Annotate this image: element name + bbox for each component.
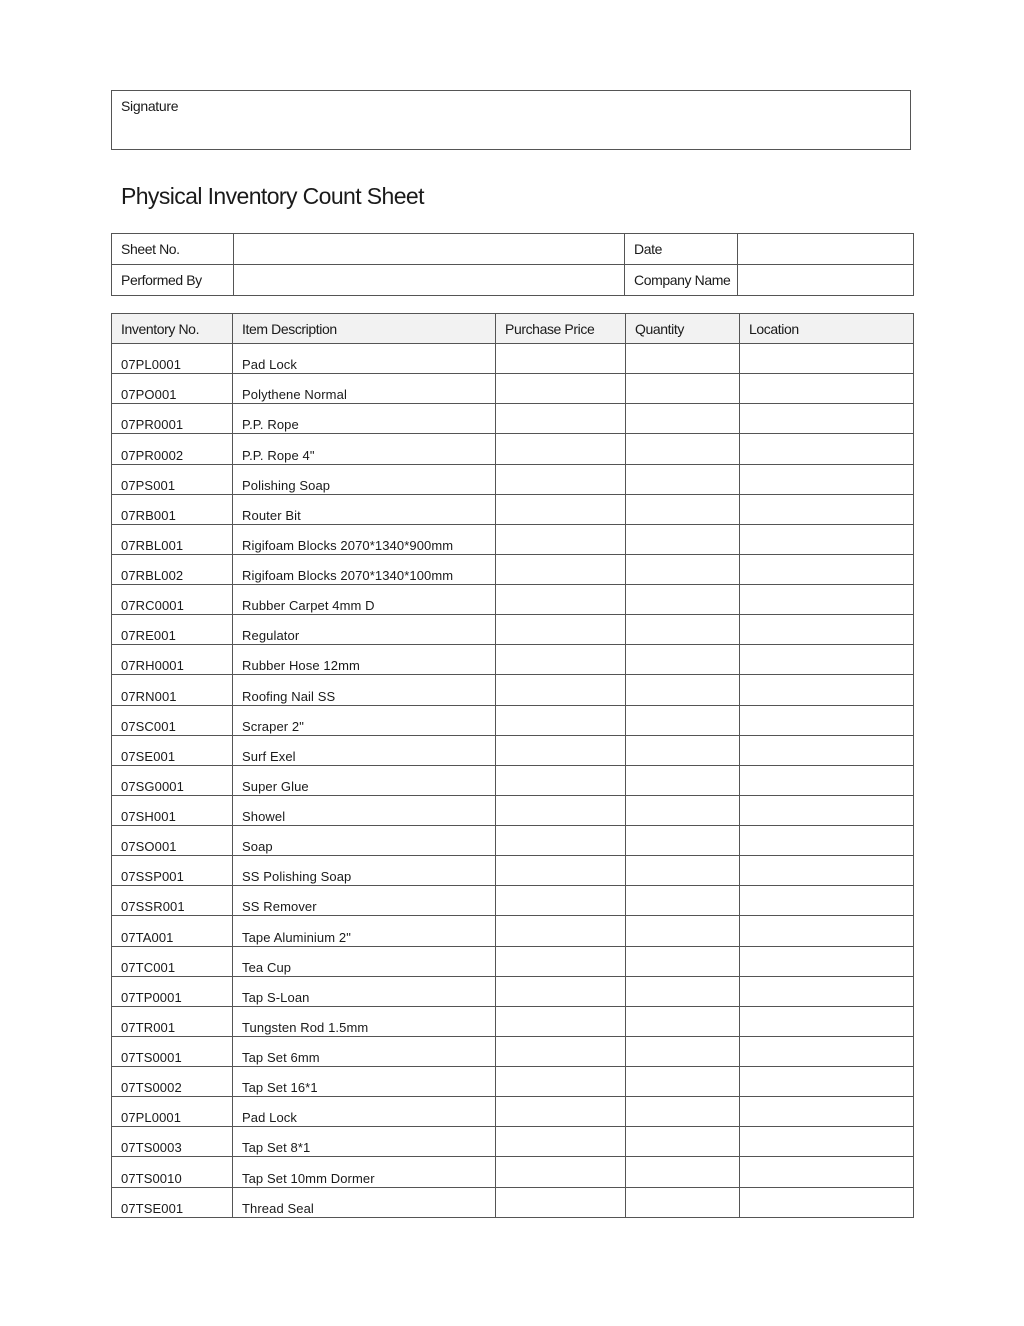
location-cell[interactable] [740,524,914,554]
item-description-cell: Rigifoam Blocks 2070*1340*100mm [233,554,496,584]
company-name-label: Company Name [625,265,738,296]
item-description-cell: Roofing Nail SS [233,675,496,705]
item-description-cell: Soap [233,826,496,856]
table-row [112,1006,914,1036]
purchase-price-cell[interactable] [496,404,626,434]
table-row [112,645,914,675]
inventory-no-cell: 07SG0001 [112,765,233,795]
inventory-no-cell: 07TA001 [112,916,233,946]
quantity-cell[interactable] [626,765,740,795]
item-description-cell: Showel [233,795,496,825]
purchase-price-cell[interactable] [496,765,626,795]
item-description-cell: Rigifoam Blocks 2070*1340*900mm [233,524,496,554]
purchase-price-cell[interactable] [496,795,626,825]
quantity-cell[interactable] [626,464,740,494]
location-cell[interactable] [740,765,914,795]
table-row [112,946,914,976]
inventory-header-row [112,314,914,344]
location-cell[interactable] [740,434,914,464]
location-cell[interactable] [740,1067,914,1097]
sheet-info-row [112,234,914,265]
quantity-cell[interactable] [626,434,740,464]
company-name-field[interactable] [738,265,914,296]
purchase-price-cell[interactable] [496,735,626,765]
quantity-cell[interactable] [626,524,740,554]
table-row [112,494,914,524]
inventory-no-cell: 07PL0001 [112,1097,233,1127]
inventory-body [112,344,914,1218]
location-cell[interactable] [740,615,914,645]
inventory-no-cell: 07TP0001 [112,976,233,1006]
purchase-price-cell[interactable] [496,494,626,524]
purchase-price-cell[interactable] [496,1036,626,1066]
item-description-cell: Tap Set 6mm [233,1036,496,1066]
purchase-price-cell[interactable] [496,344,626,374]
quantity-cell[interactable] [626,374,740,404]
item-description-cell: P.P. Rope 4" [233,434,496,464]
location-cell[interactable] [740,826,914,856]
quantity-cell[interactable] [626,1036,740,1066]
purchase-price-cell[interactable] [496,1006,626,1036]
item-description-cell: Polishing Soap [233,464,496,494]
item-description-cell: Tape Aluminium 2" [233,916,496,946]
item-description-cell: Surf Exel [233,735,496,765]
inventory-no-cell: 07PL0001 [112,344,233,374]
item-description-cell: Tap Set 10mm Dormer [233,1157,496,1187]
item-description-cell: Polythene Normal [233,374,496,404]
quantity-cell[interactable] [626,645,740,675]
item-description-cell: Pad Lock [233,1097,496,1127]
purchase-price-cell[interactable] [496,585,626,615]
table-row [112,735,914,765]
purchase-price-cell[interactable] [496,675,626,705]
table-row [112,374,914,404]
quantity-cell[interactable] [626,946,740,976]
performed-by-label: Performed By [112,265,234,296]
table-row [112,404,914,434]
inventory-no-cell: 07RBL002 [112,554,233,584]
quantity-cell[interactable] [626,494,740,524]
purchase-price-cell[interactable] [496,1097,626,1127]
location-cell[interactable] [740,554,914,584]
location-cell[interactable] [740,1187,914,1217]
inventory-no-cell: 07SSR001 [112,886,233,916]
inventory-no-cell: 07SC001 [112,705,233,735]
inventory-no-cell: 07PO001 [112,374,233,404]
header-purchase-price: Purchase Price [496,314,626,344]
inventory-table [111,313,914,1218]
purchase-price-cell[interactable] [496,524,626,554]
header-inventory-no: Inventory No. [112,314,233,344]
location-cell[interactable] [740,344,914,374]
sheet-info-row [112,265,914,296]
quantity-cell[interactable] [626,1097,740,1127]
inventory-no-cell: 07TS0003 [112,1127,233,1157]
quantity-cell[interactable] [626,795,740,825]
location-cell[interactable] [740,705,914,735]
location-cell[interactable] [740,886,914,916]
quantity-cell[interactable] [626,1187,740,1217]
inventory-no-cell: 07PS001 [112,464,233,494]
item-description-cell: Rubber Carpet 4mm D [233,585,496,615]
table-row [112,826,914,856]
quantity-cell[interactable] [626,705,740,735]
inventory-no-cell: 07RE001 [112,615,233,645]
inventory-no-cell: 07SSP001 [112,856,233,886]
location-cell[interactable] [740,494,914,524]
quantity-cell[interactable] [626,615,740,645]
location-cell[interactable] [740,735,914,765]
location-cell[interactable] [740,1157,914,1187]
table-row [112,1157,914,1187]
purchase-price-cell[interactable] [496,1127,626,1157]
item-description-cell: Router Bit [233,494,496,524]
inventory-no-cell: 07PR0001 [112,404,233,434]
purchase-price-cell[interactable] [496,434,626,464]
table-row [112,1036,914,1066]
location-cell[interactable] [740,645,914,675]
purchase-price-cell[interactable] [496,826,626,856]
inventory-no-cell: 07TS0001 [112,1036,233,1066]
location-cell[interactable] [740,795,914,825]
quantity-cell[interactable] [626,735,740,765]
table-row [112,1067,914,1097]
purchase-price-cell[interactable] [496,705,626,735]
purchase-price-cell[interactable] [496,1157,626,1187]
inventory-no-cell: 07TS0010 [112,1157,233,1187]
location-cell[interactable] [740,1006,914,1036]
location-cell[interactable] [740,856,914,886]
location-cell[interactable] [740,1127,914,1157]
location-cell[interactable] [740,1036,914,1066]
quantity-cell[interactable] [626,1127,740,1157]
location-cell[interactable] [740,585,914,615]
quantity-cell[interactable] [626,1006,740,1036]
header-location: Location [740,314,914,344]
inventory-no-cell: 07SE001 [112,735,233,765]
location-cell[interactable] [740,675,914,705]
item-description-cell: Rubber Hose 12mm [233,645,496,675]
header-quantity: Quantity [626,314,740,344]
quantity-cell[interactable] [626,916,740,946]
table-row [112,916,914,946]
table-row [112,1127,914,1157]
page-title: Physical Inventory Count Sheet [121,183,424,209]
table-row [112,615,914,645]
table-row [112,705,914,735]
quantity-cell[interactable] [626,886,740,916]
date-field[interactable] [738,234,914,265]
table-row [112,1187,914,1217]
inventory-no-cell: 07SO001 [112,826,233,856]
signature-box[interactable] [111,90,911,150]
item-description-cell: SS Polishing Soap [233,856,496,886]
table-row [112,795,914,825]
date-label: Date [625,234,738,265]
table-row [112,434,914,464]
inventory-no-cell: 07TS0002 [112,1067,233,1097]
inventory-no-cell: 07RC0001 [112,585,233,615]
table-row [112,886,914,916]
inventory-no-cell: 07RB001 [112,494,233,524]
purchase-price-cell[interactable] [496,1187,626,1217]
item-description-cell: SS Remover [233,886,496,916]
item-description-cell: Scraper 2" [233,705,496,735]
inventory-no-cell: 07TR001 [112,1006,233,1036]
table-row [112,765,914,795]
quantity-cell[interactable] [626,585,740,615]
item-description-cell: Pad Lock [233,344,496,374]
inventory-no-cell: 07SH001 [112,795,233,825]
item-description-cell: Regulator [233,615,496,645]
purchase-price-cell[interactable] [496,1067,626,1097]
location-cell[interactable] [740,946,914,976]
sheet-no-field[interactable] [234,234,625,265]
quantity-cell[interactable] [626,826,740,856]
location-cell[interactable] [740,464,914,494]
table-row [112,1097,914,1127]
item-description-cell: Tap S-Loan [233,976,496,1006]
inventory-no-cell: 07RH0001 [112,645,233,675]
sheet-info-table [111,233,914,296]
table-row [112,554,914,584]
item-description-cell: Super Glue [233,765,496,795]
inventory-no-cell: 07RN001 [112,675,233,705]
purchase-price-cell[interactable] [496,916,626,946]
location-cell[interactable] [740,916,914,946]
quantity-cell[interactable] [626,1157,740,1187]
purchase-price-cell[interactable] [496,856,626,886]
table-row [112,856,914,886]
table-row [112,464,914,494]
quantity-cell[interactable] [626,976,740,1006]
purchase-price-cell[interactable] [496,615,626,645]
purchase-price-cell[interactable] [496,374,626,404]
performed-by-field[interactable] [234,265,625,296]
purchase-price-cell[interactable] [496,976,626,1006]
purchase-price-cell[interactable] [496,946,626,976]
table-row [112,344,914,374]
item-description-cell: Tap Set 16*1 [233,1067,496,1097]
inventory-no-cell: 07PR0002 [112,434,233,464]
item-description-cell: Tap Set 8*1 [233,1127,496,1157]
quantity-cell[interactable] [626,856,740,886]
quantity-cell[interactable] [626,554,740,584]
table-row [112,524,914,554]
sheet-no-label: Sheet No. [112,234,234,265]
table-row [112,976,914,1006]
purchase-price-cell[interactable] [496,464,626,494]
quantity-cell[interactable] [626,344,740,374]
table-row [112,675,914,705]
signature-label: Signature [121,98,179,114]
inventory-no-cell: 07RBL001 [112,524,233,554]
location-cell[interactable] [740,374,914,404]
item-description-cell: P.P. Rope [233,404,496,434]
quantity-cell[interactable] [626,675,740,705]
purchase-price-cell[interactable] [496,645,626,675]
location-cell[interactable] [740,976,914,1006]
location-cell[interactable] [740,1097,914,1127]
item-description-cell: Thread Seal [233,1187,496,1217]
item-description-cell: Tungsten Rod 1.5mm [233,1006,496,1036]
inventory-no-cell: 07TSE001 [112,1187,233,1217]
header-item-description: Item Description [233,314,496,344]
purchase-price-cell[interactable] [496,886,626,916]
inventory-no-cell: 07TC001 [112,946,233,976]
table-row [112,585,914,615]
quantity-cell[interactable] [626,404,740,434]
purchase-price-cell[interactable] [496,554,626,584]
location-cell[interactable] [740,404,914,434]
item-description-cell: Tea Cup [233,946,496,976]
quantity-cell[interactable] [626,1067,740,1097]
